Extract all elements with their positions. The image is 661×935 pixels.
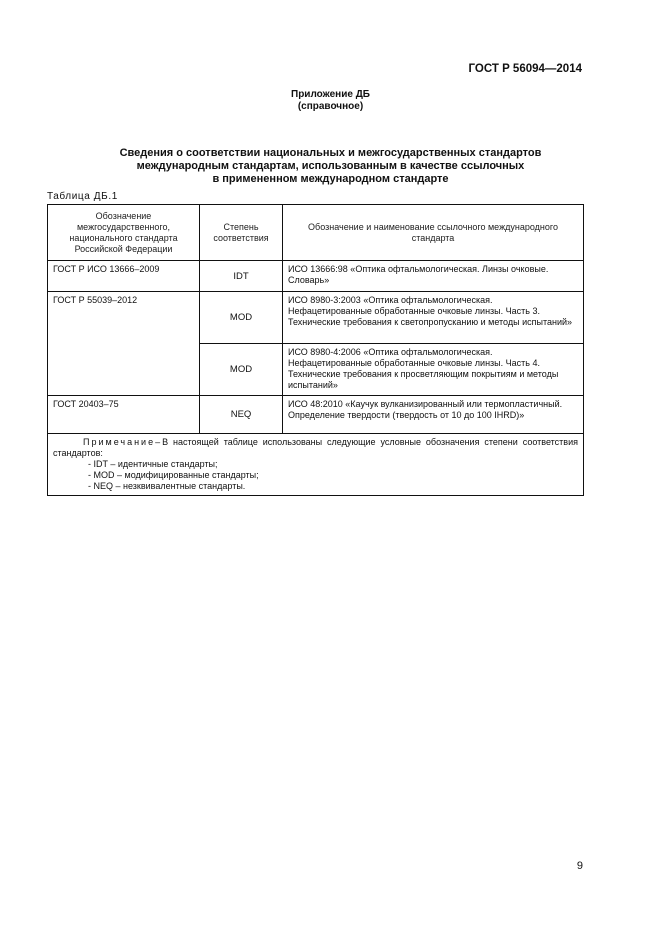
appendix-header (0, 89, 661, 113)
table-row (48, 396, 584, 434)
note-item: - MOD – модифицированные стандарты; (88, 470, 259, 480)
document-code: ГОСТ Р 56094—2014 (468, 63, 582, 75)
header-national-standard: Обозначение межгосударственного, национального стандарта Российской Федерации (48, 205, 200, 261)
degree-cell: MOD (200, 344, 283, 396)
international-standard-cell: ИСО 13666:98 «Оптика офтальмологическая. Линзы очковые. Словарь» (283, 261, 584, 292)
heading-line: международным стандартам, использованным в качестве ссылочных (136, 160, 525, 172)
table-caption: Таблица ДБ.1 (47, 191, 118, 202)
note-item: - IDT – идентичные стандарты; (88, 459, 218, 469)
heading-line: Сведения о соответствии национальных и межгосударственных стандартов (119, 147, 542, 159)
note-text (53, 437, 578, 459)
header-degree: Степень соответствия (200, 205, 283, 261)
note-dash: – (155, 437, 163, 447)
note-body: В настоящей таблице использованы следующие условные обозначения степени соответствия стандартов: (53, 437, 578, 458)
degree-cell: IDT (200, 261, 283, 292)
international-standard-cell: ИСО 8980-3:2003 «Оптика офтальмологическая. Нефацетированные обработанные очковые линзы. Часть 3. Технические требования к светопропусканию и методы испытаний» (283, 292, 584, 344)
heading-line: в примененном международном стандарте (212, 173, 449, 185)
table-row (48, 292, 584, 344)
section-heading (60, 147, 601, 186)
table-row (48, 261, 584, 292)
degree-cell: NEQ (200, 396, 283, 434)
appendix-title: Приложение ДБ (291, 89, 370, 100)
national-standard-cell: ГОСТ 20403–75 (48, 396, 200, 434)
note-item: - NEQ – незквивалентные стандарты. (88, 481, 246, 491)
national-standard-cell: ГОСТ Р ИСО 13666–2009 (48, 261, 200, 292)
table-note (48, 434, 584, 496)
page-number: 9 (576, 860, 583, 872)
correspondence-table (47, 204, 584, 496)
header-international-standard: Обозначение и наименование ссылочного международного стандарта (283, 205, 584, 261)
note-label: Примечание (83, 437, 156, 447)
national-standard-cell: ГОСТ Р 55039–2012 (48, 292, 200, 396)
table-header-row (48, 205, 584, 261)
international-standard-cell: ИСО 48:2010 «Каучук вулканизированный или термопластичный. Определение твердости (твердость от 10 до 100 IHRD)» (283, 396, 584, 434)
degree-cell: MOD (200, 292, 283, 344)
international-standard-cell: ИСО 8980-4:2006 «Оптика офтальмологическая. Нефацетированные обработанные очковые линзы. Часть 4. Технические требования к просветляющим покрытиям и методы испытаний» (283, 344, 584, 396)
appendix-type: (справочное) (297, 101, 364, 112)
table-note-row (48, 434, 584, 496)
